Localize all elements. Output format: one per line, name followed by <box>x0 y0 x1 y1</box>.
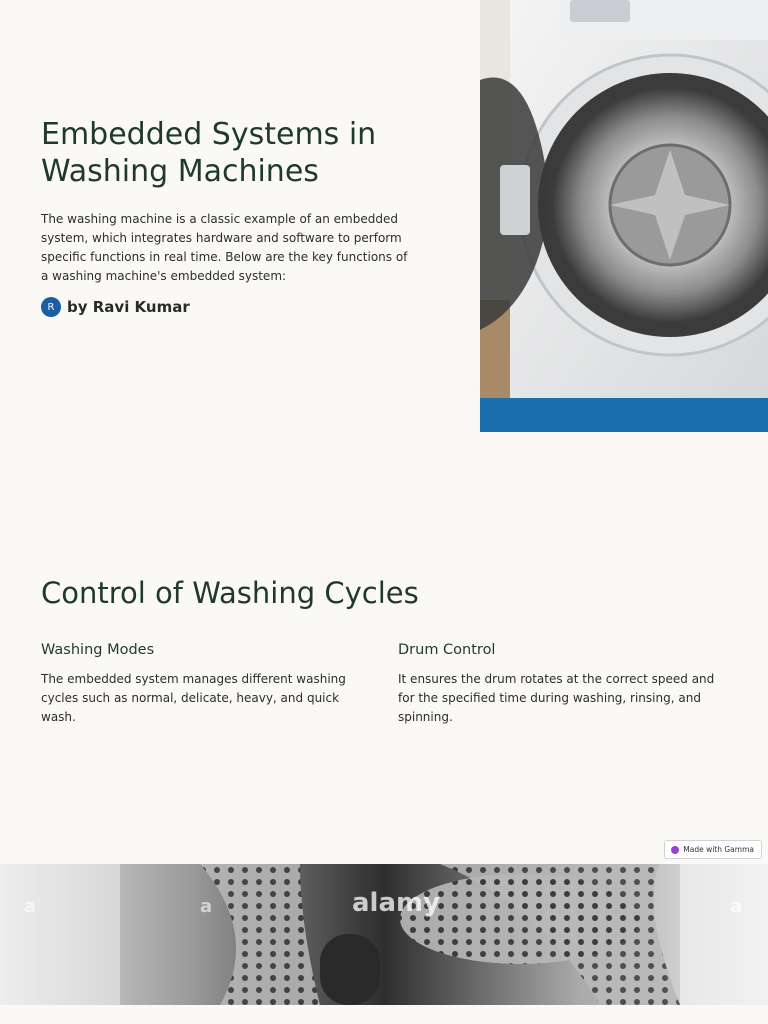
badge-label: Made with Gamma <box>683 845 754 854</box>
drum-control-heading: Drum Control <box>398 642 496 658</box>
drum-slide <box>0 864 768 1024</box>
cycles-slide <box>0 432 768 864</box>
washing-machine-photo-icon <box>480 0 768 432</box>
watermark-mark: a <box>24 896 37 917</box>
section-title: Control of Washing Cycles <box>41 576 419 610</box>
washing-modes-heading: Washing Modes <box>41 642 155 658</box>
title-slide <box>0 0 768 432</box>
watermark-mark: a <box>730 896 743 917</box>
avatar: R <box>41 297 61 317</box>
drum-control-column <box>398 642 733 727</box>
watermark-text: alamy <box>352 888 441 918</box>
drum-interior-image <box>0 864 768 1005</box>
washing-modes-column <box>41 642 376 727</box>
washing-machine-image <box>480 0 768 432</box>
made-with-gamma-badge[interactable] <box>664 840 762 859</box>
author-byline <box>41 297 190 317</box>
author-name: by Ravi Kumar <box>67 298 190 316</box>
drum-interior-photo-icon <box>0 864 768 1005</box>
washing-modes-text: The embedded system manages different washing cycles such as normal, delicate, heavy, and quick wash. <box>41 672 346 724</box>
page-title: Embedded Systems in Washing Machines <box>41 117 377 189</box>
watermark-mark: a <box>200 896 213 917</box>
intro-paragraph: The washing machine is a classic example of an embedded system, which integrates hardware and software to perform specific functions in real time. Below are the key functions of a washing machine's embedded system: <box>41 212 408 283</box>
drum-control-text: It ensures the drum rotates at the correct speed and for the specified time during washing, rinsing, and spinning. <box>398 672 715 724</box>
gamma-logo-icon <box>671 846 679 854</box>
